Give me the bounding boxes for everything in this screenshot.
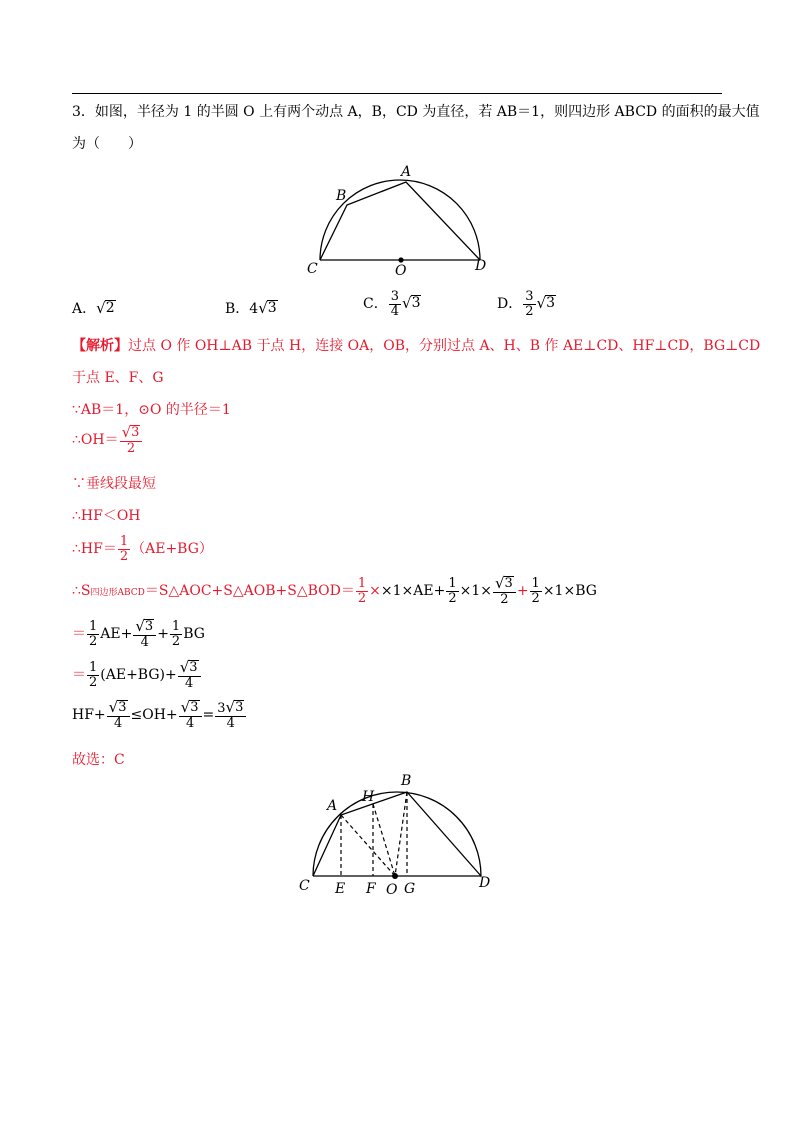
label2-A: A (327, 798, 338, 814)
question-line-2: 为（ ） (72, 136, 142, 152)
label-O: O (395, 263, 407, 279)
top-rule (72, 93, 722, 94)
label2-F: F (366, 881, 376, 897)
label2-H: H (362, 789, 375, 805)
label-B: B (336, 188, 347, 204)
solution-line-4: ∴OH＝ √ 3 2 (72, 425, 143, 455)
label-A: A (401, 164, 412, 180)
option-a: A． √ 2 (72, 299, 115, 317)
solution-line-6: ∴HF＜OH (72, 508, 141, 524)
label2-D: D (479, 875, 491, 891)
solution-tag: 【解析】 (72, 338, 128, 354)
solution-line-10: ＝ $\frac{1}{2}$ (AE+BG)+ √ 3 4 (72, 660, 202, 690)
label2-B: B (401, 773, 412, 789)
solution-line-3: ∵AB＝1，⊙O 的半径＝1 (72, 402, 231, 418)
answer-line: 故选：C (72, 752, 125, 768)
solution-line-5: ∵垂线段最短 (72, 476, 156, 492)
solution-line-11: HF+ √ 3 4 ≤OH+ √ 3 4 = 3 √ 3 4 (72, 700, 247, 730)
label-C: C (307, 261, 318, 277)
figure-solution-construction (290, 770, 510, 900)
solution-line-1: 【解析】过点 O 作 OH⊥AB 于点 H，连接 OA，OB，分别过点 A、H、B 作 AE⊥CD、HF⊥CD，BG⊥CD (72, 338, 761, 354)
solution-line-9: ＝ $\frac{1}{2}$ AE+ √ 3 4 + $\frac{1}{2}$ BG (72, 617, 205, 650)
solution-line-2: 于点 E、F、G (72, 370, 164, 386)
figure-semicircle-abcd (300, 160, 500, 280)
solution-line-7: ∴HF＝ $\frac{1}{2}$ （AE+BG） (72, 534, 213, 564)
label2-G: G (404, 881, 416, 897)
label2-E: E (335, 881, 346, 897)
option-b: B．4 √ 3 (225, 299, 277, 317)
label2-O: O (386, 882, 398, 898)
question-line-1: 3．如图，半径为 1 的半圆 O 上有两个动点 A，B，CD 为直径，若 AB＝1，则四边形 ABCD 的面积的最大值 (72, 104, 760, 120)
option-d: D． $\frac{3}{2}$ √ 3 (497, 289, 555, 319)
label-D: D (475, 258, 487, 274)
label2-C: C (299, 878, 310, 894)
solution-line-8: ∴S四边形ABCD＝S△AOC+S△AOB+S△BOD＝ $\frac{1}{2}$ ××1×AE+ $\frac{1}{2}$ ×1× √ 3 2 + $\frac{1}{2}$ ×1×BG (72, 574, 597, 607)
option-c: C． $\frac{3}{4}$ √ 3 (363, 289, 421, 319)
